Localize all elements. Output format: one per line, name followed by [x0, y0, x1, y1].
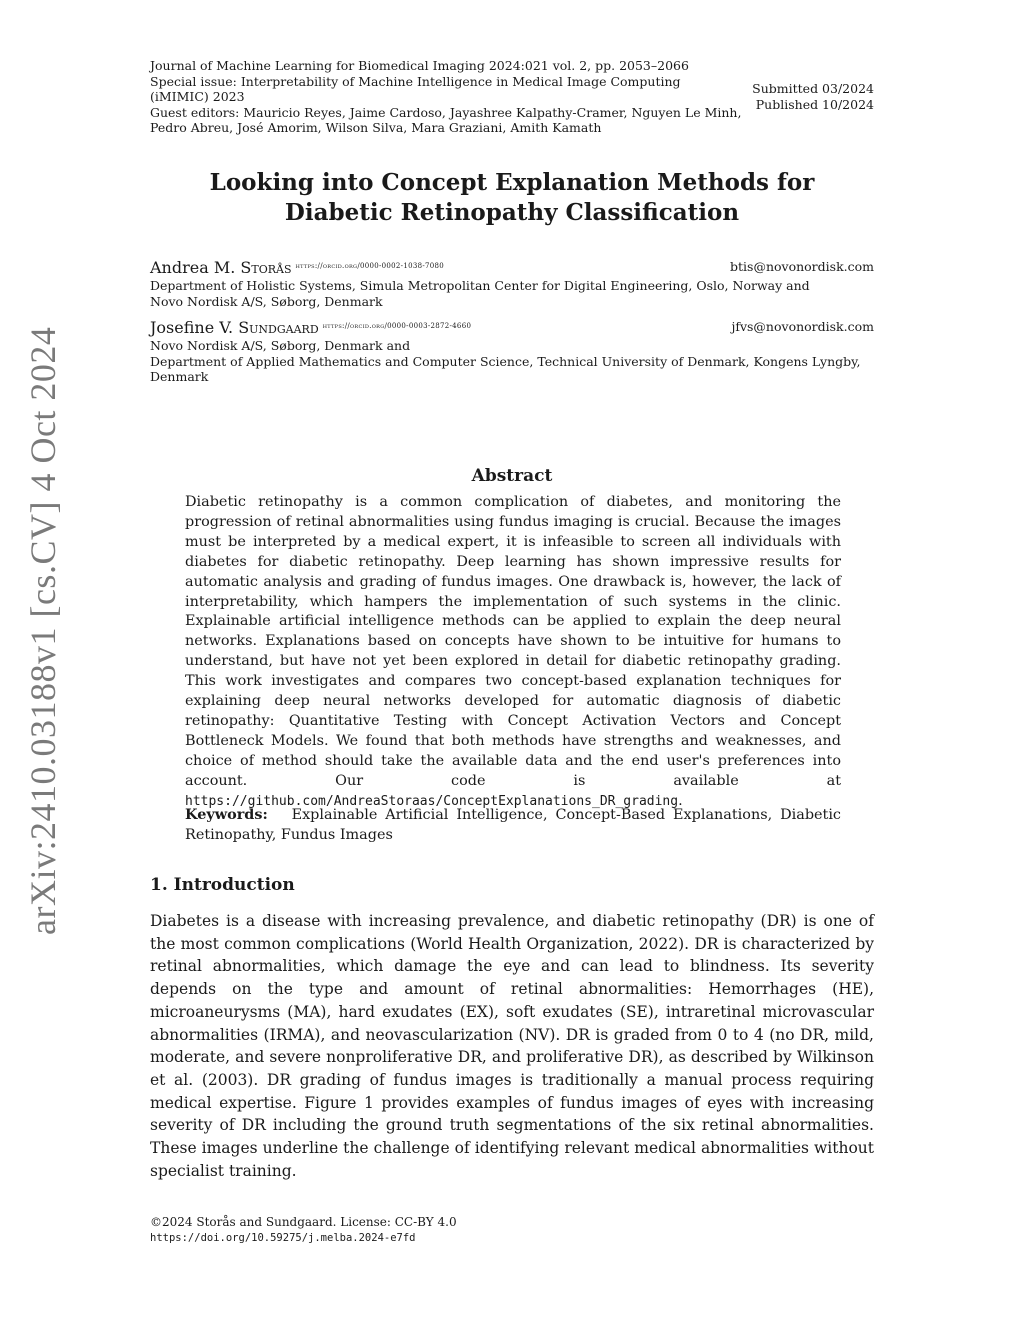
doi-link[interactable]: https://doi.org/10.59275/j.melba.2024-e7fd	[150, 1232, 416, 1244]
code-repository-link[interactable]: https://github.com/AndreaStoraas/ConceptExplanations_DR_grading	[185, 793, 679, 809]
orcid-link[interactable]: https://orcid.org/0000-0002-1038-7080	[295, 262, 445, 270]
author-affiliation: Novo Nordisk A/S, Søborg, Denmark and	[150, 338, 411, 353]
abstract-text: Diabetic retinopathy is a common complication of diabetes, and monitoring the progression of retinal abnormalities using fundus imaging is crucial. Because the images must be interpreted by a medical expert, it is infeasible to screen all individuals with diabetes for diabetic retinopathy. Deep learning has shown impressive results for automatic analysis and grading of fundus images. One drawback is, however, the lack of interpretability, which hampers the implementation of such systems in the clinic. Explainable artificial intelligence methods can be applied to explain the deep neural networks. Explanations based on concepts have shown to be intuitive for humans to understand, but have not yet been explored in detail for diabetic retinopathy grading. This work investigates and compares two concept-based explanation techniques for explaining deep neural networks developed for automatic diagnosis of diabetic retinopathy: Quantitative Testing with Concept Activation Vectors and Concept Bottleneck Models. We found that both methods have strengths and weaknesses, and choice of method should take the available data and the end user's preferences into account. Our code is available at	[185, 494, 841, 789]
journal-line: Guest editors: Mauricio Reyes, Jaime Cardoso, Jayashree Kalpathy-Cramer, Nguyen Le Minh,	[150, 104, 742, 120]
title-line: Looking into Concept Explanation Methods for	[209, 169, 815, 196]
author-affiliation: Denmark	[150, 369, 209, 384]
author-email[interactable]: btis@novonordisk.com	[730, 259, 874, 274]
submission-dates	[752, 81, 874, 112]
journal-line: (iMIMIC) 2023	[150, 89, 245, 104]
keywords-text: Explainable Artificial Intelligence, Concept-Based Explanations, Diabetic Retinopathy, Fundus Images	[185, 807, 841, 843]
journal-line: Pedro Abreu, José Amorim, Wilson Silva, Mara Graziani, Amith Kamath	[150, 120, 602, 135]
abstract-body	[185, 493, 841, 812]
page-footer	[150, 1214, 457, 1246]
section-heading: 1. Introduction	[150, 875, 295, 895]
author-last-name: Sundgaard	[238, 318, 319, 337]
keywords	[185, 805, 841, 846]
journal-line: Special issue: Interpretability of Machine Intelligence in Medical Image Computing	[150, 73, 681, 89]
author-block-1	[150, 256, 874, 309]
author-block-2	[150, 316, 874, 385]
keywords-label: Keywords:	[185, 806, 268, 823]
journal-header	[150, 58, 750, 136]
author-affiliation: Department of Holistic Systems, Simula Metropolitan Center for Digital Engineering, Oslo, Norway and	[150, 278, 810, 293]
orcid-link[interactable]: https://orcid.org/0000-0003-2872-4660	[322, 322, 472, 330]
abstract-end: .	[678, 792, 683, 809]
author-email[interactable]: jfvs@novonordisk.com	[731, 319, 874, 334]
license-line: ©2024 Storås and Sundgaard. License: CC-BY 4.0	[150, 1215, 457, 1229]
introduction-paragraph: Diabetes is a disease with increasing prevalence, and diabetic retinopathy (DR) is one of the most common complications (World Health Organization, 2022). DR is characterized by retinal abnormalities, which damage the eye and can lead to blindness. Its severity depends on the type and amount of retinal abnormalities: Hemorrhages (HE), microaneurysms (MA), hard exudates (EX), soft exudates (SE), intraretinal microvascular abnormalities (IRMA), and neovascularization (NV). DR is graded from 0 to 4 (no DR, mild, moderate, and severe nonproliferative DR, and proliferative DR), as described by Wilkinson et al. (2003). DR grading of fundus images is traditionally a manual process requiring medical expertise. Figure 1 provides examples of fundus images of eyes with increasing severity of DR including the ground truth segmentations of the six retinal abnormalities. These images underline the challenge of identifying relevant medical abnormalities without specialist training.	[150, 912, 874, 1180]
journal-line: Journal of Machine Learning for Biomedical Imaging 2024:021 vol. 2, pp. 2053–2066	[150, 58, 689, 73]
author-first-name: Andrea M.	[150, 258, 241, 277]
author-affiliation: Novo Nordisk A/S, Søborg, Denmark	[150, 293, 383, 309]
paper-title	[150, 168, 874, 228]
author-first-name: Josefine V.	[150, 318, 239, 337]
title-line: Diabetic Retinopathy Classification	[284, 199, 740, 226]
arxiv-identifier: arXiv:2410.03188v1 [cs.CV] 4 Oct 2024	[23, 326, 63, 935]
author-last-name: Storås	[240, 258, 292, 277]
submitted-date: Submitted 03/2024	[752, 81, 874, 96]
abstract-heading: Abstract	[471, 466, 553, 486]
published-date: Published 10/2024	[755, 96, 874, 112]
author-affiliation: Department of Applied Mathematics and Computer Science, Technical University of Denmark, Kongens Lyngby,	[150, 353, 861, 369]
